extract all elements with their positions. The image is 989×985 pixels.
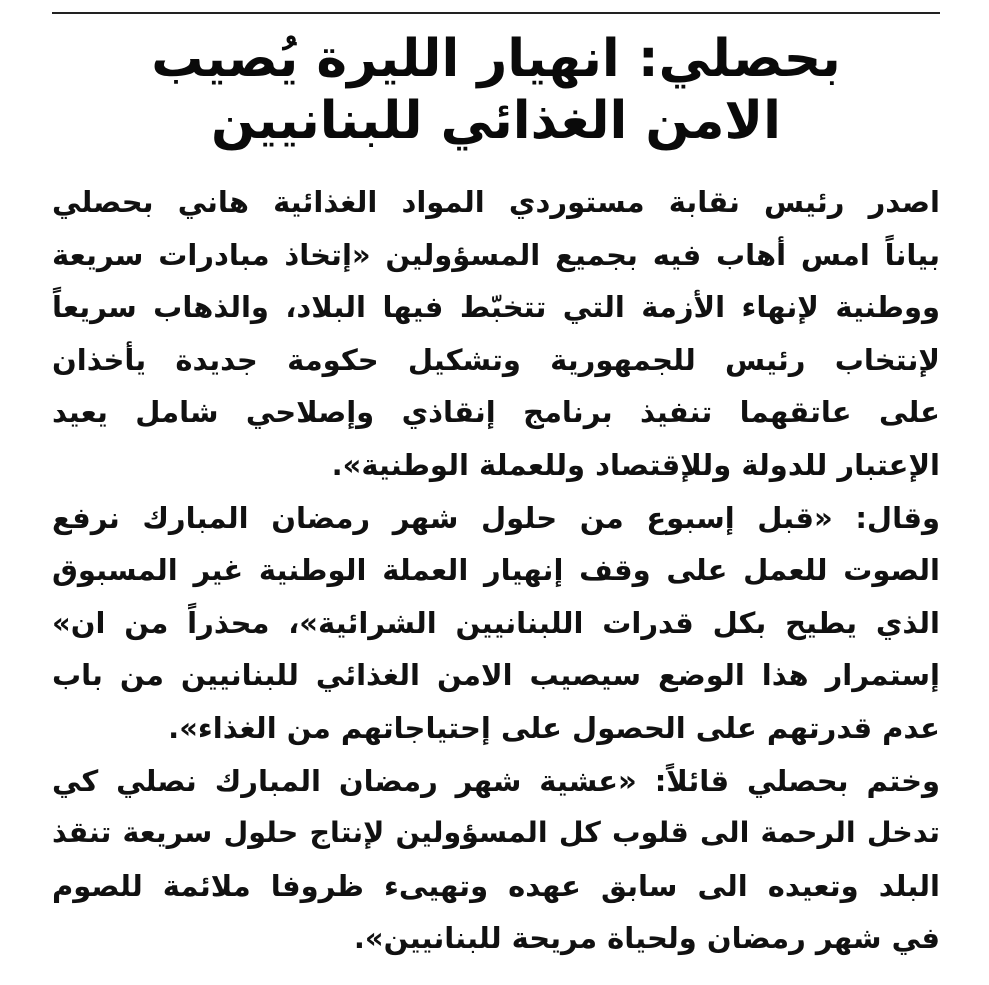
- news-article: [52, 28, 940, 965]
- text-line: في شهر رمضان ولحياة مريحة للبنانيين».: [353, 921, 940, 956]
- paragraph-1: [52, 176, 940, 492]
- text-line: وختم بحصلي قائلاً: «عشية شهر رمضان المبارك نصلي كي: [52, 763, 940, 798]
- text-line: وقال: «قبل إسبوع من حلول شهر رمضان المبارك نرفع: [52, 500, 940, 535]
- headline-line: الامن الغذائي للبنانيين: [211, 91, 781, 151]
- text-line: عدم قدرتهم على الحصول على إحتياجاتهم من الغذاء».: [168, 710, 940, 745]
- article-body: [52, 176, 940, 965]
- text-line: إستمرار هذا الوضع سيصيب الامن الغذائي للبنانيين من باب: [52, 658, 940, 693]
- text-line: على عاتقهما تنفيذ برنامج إنقاذي وإصلاحي شامل يعيد: [52, 395, 940, 430]
- text-line: الصوت للعمل على وقف إنهيار العملة الوطنية غير المسبوق: [52, 553, 940, 588]
- text-line: الذي يطيح بكل قدرات اللبنانيين الشرائية»، محذراً من ان»: [52, 605, 940, 640]
- text-line: البلد وتعيده الى سابق عهده وتهيىء ظروفا ملائمة للصوم: [52, 868, 940, 903]
- text-line: تدخل الرحمة الى قلوب كل المسؤولين لإنتاج حلول سريعة تنقذ: [52, 816, 940, 850]
- headline-line: بحصلي: انهيار الليرة يُصيب: [151, 29, 841, 89]
- text-line: بياناً امس أهاب فيه بجميع المسؤولين «إتخاذ مبادرات سريعة: [52, 237, 940, 272]
- headline: [52, 28, 940, 152]
- text-line: اصدر رئيس نقابة مستوردي المواد الغذائية هاني بحصلي: [52, 185, 940, 219]
- paragraph-2: [52, 492, 940, 755]
- text-line: لإنتخاب رئيس للجمهورية وتشكيل حكومة جديدة يأخذان: [52, 342, 940, 377]
- text-line: ووطنية لإنهاء الأزمة التي تتخبّط فيها البلاد، والذهاب سريعاً: [52, 290, 940, 325]
- paragraph-3: [52, 755, 940, 965]
- text-line: الإعتبار للدولة وللإقتصاد وللعملة الوطنية».: [331, 447, 940, 482]
- top-rule: [52, 12, 940, 14]
